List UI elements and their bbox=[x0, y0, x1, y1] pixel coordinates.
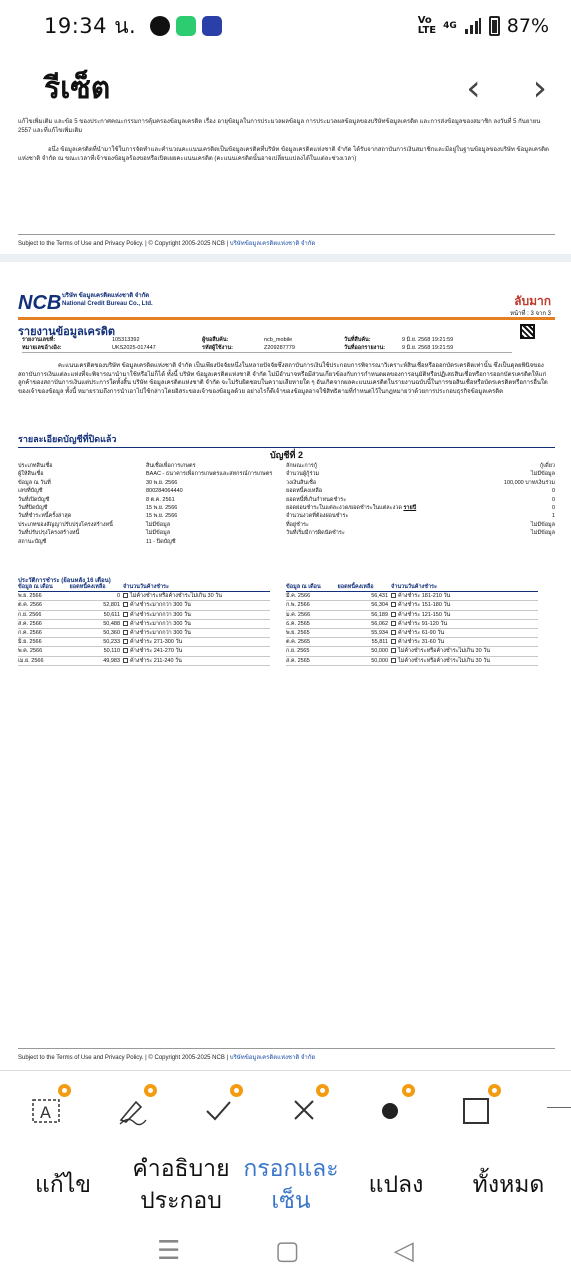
history-balance: 50,110 bbox=[70, 647, 123, 656]
table-row bbox=[18, 629, 270, 638]
history-status: ค้างชำระมากกว่า 300 วัน bbox=[130, 630, 191, 637]
info-value: ไม่มีข้อมูล bbox=[146, 530, 171, 537]
history-month: พ.ค. 2566 bbox=[18, 647, 70, 656]
info-value: สินเชื่อเพื่อการเกษตร bbox=[146, 463, 196, 469]
history-month: มิ.ย. 2566 bbox=[18, 638, 70, 647]
info-label: ยอดหนี้ที่เกินกำหนดชำระ bbox=[286, 496, 347, 503]
info-value: 0 bbox=[551, 488, 555, 495]
network-type: 4G bbox=[443, 21, 457, 31]
checkmark-icon bbox=[202, 1094, 234, 1126]
history-month: ก.พ. 2566 bbox=[286, 601, 338, 610]
page-title: รีเซ็ต bbox=[44, 70, 111, 106]
history-balance: 49,983 bbox=[70, 656, 123, 665]
info-value bbox=[424, 538, 555, 546]
history-status-cell bbox=[391, 610, 538, 619]
info-label: จำนวนผู้กู้ร่วม bbox=[286, 471, 320, 478]
tab-all[interactable]: ทั้งหมด bbox=[472, 1172, 545, 1198]
history-header-cell: ข้อมูล ณ เดือน bbox=[286, 583, 338, 592]
notification-icons bbox=[150, 16, 222, 36]
cross-tool-button[interactable] bbox=[288, 1090, 374, 1130]
signature-tool-button[interactable] bbox=[116, 1090, 202, 1130]
history-month: ก.ย. 2565 bbox=[286, 647, 338, 656]
premium-badge-icon bbox=[230, 1084, 243, 1097]
premium-badge-icon bbox=[488, 1084, 501, 1097]
company-name-en: National Credit Bureau Co., Ltd. bbox=[62, 301, 153, 307]
company-name-th: บริษัท ข้อมูลเครดิตแห่งชาติ จำกัด bbox=[62, 293, 150, 299]
tab-annotate[interactable]: คำอธิบายประกอบ bbox=[132, 1156, 230, 1214]
history-status-cell bbox=[123, 656, 270, 665]
bottom-tabs bbox=[0, 1148, 571, 1222]
installment-type-label: รายปี bbox=[403, 505, 417, 512]
dot-icon bbox=[374, 1094, 406, 1126]
fill-sign-toolbar bbox=[0, 1070, 571, 1148]
history-balance: 55,811 bbox=[338, 638, 391, 647]
recent-apps-button[interactable]: ☰ bbox=[157, 1236, 181, 1266]
info-value: ไม่มีข้อมูล bbox=[530, 471, 555, 478]
history-status-cell bbox=[123, 638, 270, 647]
status-bar bbox=[0, 0, 571, 52]
history-balance: 56,304 bbox=[338, 601, 391, 610]
history-month: พ.ย. 2565 bbox=[286, 629, 338, 638]
history-status-cell bbox=[391, 601, 538, 610]
history-status-cell bbox=[123, 610, 270, 619]
signature-pen-icon bbox=[116, 1094, 148, 1126]
footer-link[interactable]: บริษัทข้อมูลเครดิตแห่งชาติ จำกัด bbox=[229, 1055, 316, 1061]
history-balance: 56,431 bbox=[338, 592, 391, 601]
signal-icon bbox=[464, 17, 482, 35]
history-month: ต.ค. 2565 bbox=[286, 638, 338, 647]
text-tool-glyph: A bbox=[40, 1102, 51, 1122]
company-name bbox=[62, 292, 153, 308]
premium-badge-icon bbox=[144, 1084, 157, 1097]
status-checkbox-icon bbox=[123, 658, 128, 663]
history-status: ค้างชำระ 151-180 วัน bbox=[398, 602, 451, 609]
history-status-cell bbox=[391, 619, 538, 628]
history-balance: 56,062 bbox=[338, 619, 391, 628]
status-checkbox-icon bbox=[391, 630, 396, 635]
info-value: ไม่มีข้อมูล bbox=[530, 521, 555, 528]
messenger-icon bbox=[150, 16, 170, 36]
history-status: ค้างชำระมากกว่า 300 วัน bbox=[130, 620, 191, 627]
history-month: ส.ค. 2566 bbox=[18, 619, 70, 628]
history-balance: 50,611 bbox=[70, 610, 123, 619]
info-label: เลขที่บัญชี bbox=[18, 488, 43, 495]
history-status-cell bbox=[123, 647, 270, 656]
table-row bbox=[18, 638, 270, 647]
table-row bbox=[286, 638, 538, 647]
table-row bbox=[286, 656, 538, 665]
history-status: ไม่ค้างชำระหรือค้างชำระไม่เกิน 30 วัน bbox=[398, 657, 491, 664]
previous-page-button[interactable]: ‹ bbox=[466, 67, 481, 109]
history-month: พ.ย. 2566 bbox=[18, 592, 70, 601]
doc-paragraph-2: อนึ่ง ข้อมูลเครดิตที่นำมาใช้ในการจัดทำและคำนวณคะแนนเครดิตเป็นข้อมูลเครดิตที่บริษัท ข้อมูลเครดิตแห่งชาติ จำกัด ได้รับจากสถาบันการเงินสมาชิกและมีอยู่ในฐานข้อมูลของบริษัท ข้อมูลเครดิตแห่งชาติ จำกัด ณ ขณะเวลาที่เจ้าของข้อมูลร้องขอหรือเปิดเผยคะแนนเครดิต (คะแนนเครดิตนั้นอาจเปลี่ยนแปลงได้ในแต่ละช่วงเวลา) bbox=[18, 147, 549, 162]
status-checkbox-icon bbox=[123, 612, 128, 617]
text-box-icon bbox=[30, 1094, 62, 1126]
info-value: 30 พ.ย. 2566 bbox=[146, 479, 178, 486]
table-row bbox=[286, 647, 538, 656]
history-status-cell bbox=[391, 638, 538, 647]
history-status: ค้างชำระมากกว่า 300 วัน bbox=[130, 611, 191, 618]
battery-icon bbox=[489, 16, 500, 36]
info-label bbox=[286, 538, 424, 546]
table-row bbox=[18, 619, 270, 628]
status-checkbox-icon bbox=[391, 612, 396, 617]
document-page-2 bbox=[18, 118, 555, 254]
history-month: มี.ค. 2566 bbox=[286, 592, 338, 601]
history-balance: 0 bbox=[70, 592, 123, 601]
table-row bbox=[286, 592, 538, 601]
bank-app-icon bbox=[202, 16, 222, 36]
info-label: ที่อยู่ชำระ bbox=[286, 521, 309, 528]
status-checkbox-icon bbox=[123, 621, 128, 626]
payment-history-table-right bbox=[286, 583, 538, 666]
rectangle-tool-button[interactable] bbox=[460, 1090, 546, 1130]
history-balance: 52,801 bbox=[70, 601, 123, 610]
table-row bbox=[286, 629, 538, 638]
tab-convert[interactable]: แปลง bbox=[368, 1172, 424, 1198]
meta-label: รายงานเลขที่: bbox=[22, 337, 56, 343]
meta-label: รหัสผู้ใช้งาน: bbox=[202, 345, 233, 351]
history-status-cell bbox=[391, 629, 538, 638]
status-checkbox-icon bbox=[123, 593, 128, 598]
info-value: 0 bbox=[551, 505, 555, 512]
meta-value: 9 มิ.ย. 2568 19:21:59 bbox=[402, 345, 454, 351]
page-footer bbox=[18, 1048, 555, 1062]
history-status-cell bbox=[391, 656, 538, 665]
footer-text: Subject to the Terms of Use and Privacy Policy. | © Copyright 2005-2025 NCB | bbox=[18, 241, 229, 247]
history-header-row bbox=[18, 583, 270, 592]
table-row bbox=[18, 601, 270, 610]
checkmark-tool-button[interactable] bbox=[202, 1090, 288, 1130]
info-label: สถานะบัญชี bbox=[18, 538, 47, 545]
text-tool-button[interactable] bbox=[30, 1090, 116, 1130]
volte-icon: Vo LTE bbox=[417, 15, 437, 36]
status-checkbox-icon bbox=[391, 621, 396, 626]
meta-label: วันที่ออกรายงาน: bbox=[344, 345, 386, 351]
history-status: ค้างชำระมากกว่า 300 วัน bbox=[130, 602, 191, 609]
history-status: ไม่ค้างชำระหรือค้างชำระไม่เกิน 30 วัน bbox=[398, 648, 491, 655]
header-rule bbox=[18, 317, 555, 320]
table-row bbox=[18, 656, 270, 665]
history-status-cell bbox=[123, 592, 270, 601]
qr-code-icon bbox=[520, 324, 535, 339]
cross-mark-icon bbox=[288, 1094, 320, 1126]
info-label: วันที่ชำระหนี้ครั้งล่าสุด bbox=[18, 513, 72, 520]
history-header-cell: จำนวนวันค้างชำระ bbox=[123, 583, 270, 592]
home-button[interactable]: ▢ bbox=[274, 1236, 300, 1266]
info-label: วงเงินสินเชื่อ bbox=[286, 479, 317, 486]
status-checkbox-icon bbox=[123, 602, 128, 607]
history-title: ประวัติการชำระ (ย้อนหลัง 16 เดือน) bbox=[18, 578, 111, 584]
meta-value: Z209287779 bbox=[264, 345, 295, 351]
table-row bbox=[18, 647, 270, 656]
info-label: วันที่ปิดบัญชี bbox=[18, 505, 48, 512]
history-header-cell: ยอดหนี้คงเหลือ bbox=[338, 583, 391, 592]
history-balance: 50,000 bbox=[338, 647, 391, 656]
meta-label: วันที่สืบค้น: bbox=[344, 337, 371, 343]
doc-paragraph-1: แก้ไขเพิ่มเติม และข้อ 5 ของประกาศคณะกรรมการคุ้มครองข้อมูลเครดิต เรื่อง อายุข้อมูลในการประมวลผลข้อมูล การประมวลผลข้อมูลของบริษัทข้อมูลเครดิต และการส่งข้อมูลของสมาชิก ลงวันที่ 5 กันยายน 2557 และที่แก้ไขเพิ่มเติม bbox=[18, 119, 541, 134]
history-status: ค้างชำระ 181-210 วัน bbox=[398, 593, 451, 600]
info-value: 15 พ.ย. 2566 bbox=[146, 513, 178, 520]
info-value: 100,000 บาท/เงินร่วม bbox=[503, 479, 555, 486]
history-month: ก.ค. 2566 bbox=[18, 629, 70, 638]
back-button[interactable]: ◁ bbox=[393, 1236, 414, 1266]
history-header-cell: ยอดหนี้คงเหลือ bbox=[70, 583, 123, 592]
history-month: ต.ค. 2566 bbox=[18, 601, 70, 610]
table-row bbox=[18, 592, 270, 601]
info-label: ยอดหนี้คงเหลือ bbox=[286, 488, 323, 495]
history-status: ค้างชำระ 61-90 วัน bbox=[398, 630, 445, 637]
table-row bbox=[286, 601, 538, 610]
system-indicators bbox=[418, 15, 549, 37]
history-status: ไม่ค้างชำระหรือค้างชำระไม่เกิน 30 วัน bbox=[130, 593, 223, 600]
next-page-button[interactable]: › bbox=[532, 67, 547, 109]
info-value: กู้เดี่ยว bbox=[539, 463, 555, 469]
system-navigation bbox=[0, 1222, 571, 1280]
rectangle-icon bbox=[460, 1094, 492, 1126]
history-month: ก.ย. 2566 bbox=[18, 610, 70, 619]
meta-value: UKS2025-017447 bbox=[112, 345, 156, 351]
history-header-cell: ข้อมูล ณ เดือน bbox=[18, 583, 70, 592]
section-title: รายละเอียดบัญชีที่ปิดแล้ว bbox=[18, 432, 555, 448]
premium-badge-icon bbox=[58, 1084, 71, 1097]
more-tools-icon[interactable] bbox=[547, 1107, 571, 1108]
info-value: 1 bbox=[551, 513, 555, 520]
info-value: BAAC - ธนาคารเพื่อการเกษตรและสหกรณ์การเกษตร bbox=[146, 471, 273, 478]
history-status-cell bbox=[123, 619, 270, 628]
history-status-cell bbox=[123, 629, 270, 638]
history-status: ค้างชำระ 241-270 วัน bbox=[130, 648, 183, 655]
info-label: วันที่เปิดบัญชี bbox=[18, 496, 50, 503]
history-balance: 50,360 bbox=[70, 629, 123, 638]
confidential-label: ลับมาก bbox=[514, 294, 551, 308]
history-status-cell bbox=[391, 592, 538, 601]
status-checkbox-icon bbox=[123, 630, 128, 635]
info-value: 11 - ปิดบัญชี bbox=[146, 538, 176, 545]
premium-badge-icon bbox=[316, 1084, 329, 1097]
info-label: วันที่เริ่มมีการผิดนัดชำระ bbox=[286, 530, 345, 537]
history-status: ค้างชำระ 31-60 วัน bbox=[398, 639, 445, 646]
meta-value: 9 มิ.ย. 2568 19:21:59 bbox=[402, 337, 454, 343]
account-title: บัญชีที่ 2 bbox=[270, 450, 303, 460]
info-value: ไม่มีข้อมูล bbox=[530, 530, 555, 537]
info-label: ลักษณะการกู้ bbox=[286, 463, 318, 469]
history-balance: 55,934 bbox=[338, 629, 391, 638]
history-header-cell: จำนวนวันค้างชำระ bbox=[391, 583, 538, 592]
history-status: ค้างชำระ 211-240 วัน bbox=[130, 657, 182, 664]
meta-label: ผู้ขอสืบค้น: bbox=[202, 337, 229, 343]
info-value: 15 พ.ย. 2566 bbox=[146, 505, 178, 512]
history-month: ธ.ค. 2565 bbox=[286, 619, 338, 628]
footer-text: Subject to the Terms of Use and Privacy Policy. | © Copyright 2005-2025 NCB | bbox=[18, 1055, 229, 1061]
disclaimer-text: คะแนนเครดิตของบริษัท ข้อมูลเครดิตแห่งชาติ จำกัด เป็นเพียงปัจจัยหนึ่งในหลายปัจจัยซึ่งสถาบันการเงินใช้ประกอบการพิจารณาวิเคราะห์สินเชื่อหรือออกบัตรเครดิตเท่านั้น ซึ่งเป็นดุลยพินิจของสถาบันการเงินแต่ละแห่งที่จะพิจารณานำมาใช้หรือไม่ก็ได้ ทั้งนี้ บริษัท ข้อมูลเครดิตแห่งชาติ จำกัด ไม่มีอำนาจหรือมีส่วนเกี่ยวข้องกับการกำหนดผลของการอนุมัติหรือปฏิเสธสินเชื่อหรือการออกบัตรเครดิตให้แก่ลูกค้าของสถาบันการเงินแต่ประการใดทั้งสิ้น บริษัท ข้อมูลเครดิตแห่งชาติ จำกัด จะไม่รับผิดชอบในความเสียหายใด ๆ อันเกิดจากผลคะแนนเครดิตในรายงานฉบับนี้ในการขอสินเชื่อหรือบัตรเครดิตหรือการอื่นใดของเจ้าของข้อมูล ทั้งนี้ หมายรวมถึงการนำเอาไปใช้กล่าวโดยอิสระของเจ้าของข้อมูลด้วย อย่างไรก็ดีเจ้าของข้อมูลอาจใช้สิทธิตามที่กำหนดไว้ในกฎหมายว่าด้วยการประกอบธุรกิจข้อมูลเครดิต bbox=[18, 363, 548, 395]
history-status: ค้างชำระ 121-150 วัน bbox=[398, 611, 451, 618]
history-balance: 50,488 bbox=[70, 619, 123, 628]
history-balance: 50,233 bbox=[70, 638, 123, 647]
premium-badge-icon bbox=[402, 1084, 415, 1097]
history-header-row bbox=[286, 583, 538, 592]
status-checkbox-icon bbox=[391, 639, 396, 644]
title-bar bbox=[0, 56, 571, 120]
status-checkbox-icon bbox=[391, 602, 396, 607]
history-status-cell bbox=[123, 601, 270, 610]
history-status: ค้างชำระ 91-120 วัน bbox=[398, 620, 448, 627]
table-row bbox=[286, 619, 538, 628]
info-label: ข้อมูล ณ วันที่ bbox=[18, 479, 51, 486]
info-label: วันที่ปรับปรุงโครงสร้างหนี้ bbox=[18, 530, 80, 537]
report-meta bbox=[22, 336, 512, 353]
tab-edit[interactable]: แก้ไข bbox=[34, 1172, 92, 1198]
status-checkbox-icon bbox=[391, 658, 396, 663]
dot-tool-button[interactable] bbox=[374, 1090, 460, 1130]
history-month: ส.ค. 2565 bbox=[286, 656, 338, 665]
info-label: ประเภทสินเชื่อ bbox=[18, 463, 53, 469]
tab-fill-and-sign[interactable]: กรอกและเซ็น bbox=[243, 1156, 339, 1214]
status-checkbox-icon bbox=[123, 639, 128, 644]
payment-history-table-left bbox=[18, 583, 270, 666]
table-row bbox=[286, 610, 538, 619]
meta-label: หมายเลขอ้างอิง: bbox=[22, 345, 62, 351]
history-status-cell bbox=[391, 647, 538, 656]
report-title: รายงานข้อมูลเครดิต bbox=[18, 326, 116, 338]
page-number: หน้าที่ : 3 จาก 3 bbox=[510, 311, 551, 317]
status-time: 19:34 น. bbox=[44, 13, 137, 38]
status-checkbox-icon bbox=[391, 648, 396, 653]
info-value: 0 bbox=[551, 496, 555, 503]
info-label: ประเภทของสัญญาปรับปรุงโครงสร้างหนี้ bbox=[18, 521, 113, 528]
table-row bbox=[18, 610, 270, 619]
battery-level: 87% bbox=[506, 15, 549, 37]
info-value: ไม่มีข้อมูล bbox=[146, 521, 171, 528]
ncb-logo: NCB bbox=[18, 292, 62, 314]
footer-link[interactable]: บริษัทข้อมูลเครดิตแห่งชาติ จำกัด bbox=[229, 241, 316, 247]
line-icon bbox=[176, 16, 196, 36]
status-checkbox-icon bbox=[391, 593, 396, 598]
info-label: ยอดผ่อนชำระในแต่ละงวด/ยอดชำระในแต่ละงวด รายปี bbox=[286, 505, 417, 512]
info-label: ผู้ให้สินเชื่อ bbox=[18, 471, 44, 478]
history-balance: 56,189 bbox=[338, 610, 391, 619]
meta-value: ncb_mobile bbox=[264, 337, 293, 343]
meta-value: 105313392 bbox=[112, 337, 140, 343]
info-value: 8 ต.ค. 2561 bbox=[146, 496, 175, 503]
page-navigation bbox=[466, 68, 547, 109]
page-footer bbox=[18, 234, 555, 248]
history-month: เม.ย. 2566 bbox=[18, 656, 70, 665]
history-status: ค้างชำระ 271-300 วัน bbox=[130, 639, 183, 646]
document-page-3 bbox=[18, 262, 555, 1062]
history-month: ม.ค. 2566 bbox=[286, 610, 338, 619]
account-info-grid bbox=[18, 462, 555, 546]
info-label: จำนวนงวดที่ต้องผ่อนชำระ bbox=[286, 513, 349, 520]
status-checkbox-icon bbox=[123, 648, 128, 653]
page-separator bbox=[0, 254, 571, 262]
history-balance: 50,000 bbox=[338, 656, 391, 665]
info-value: 800284064440 bbox=[146, 488, 183, 495]
